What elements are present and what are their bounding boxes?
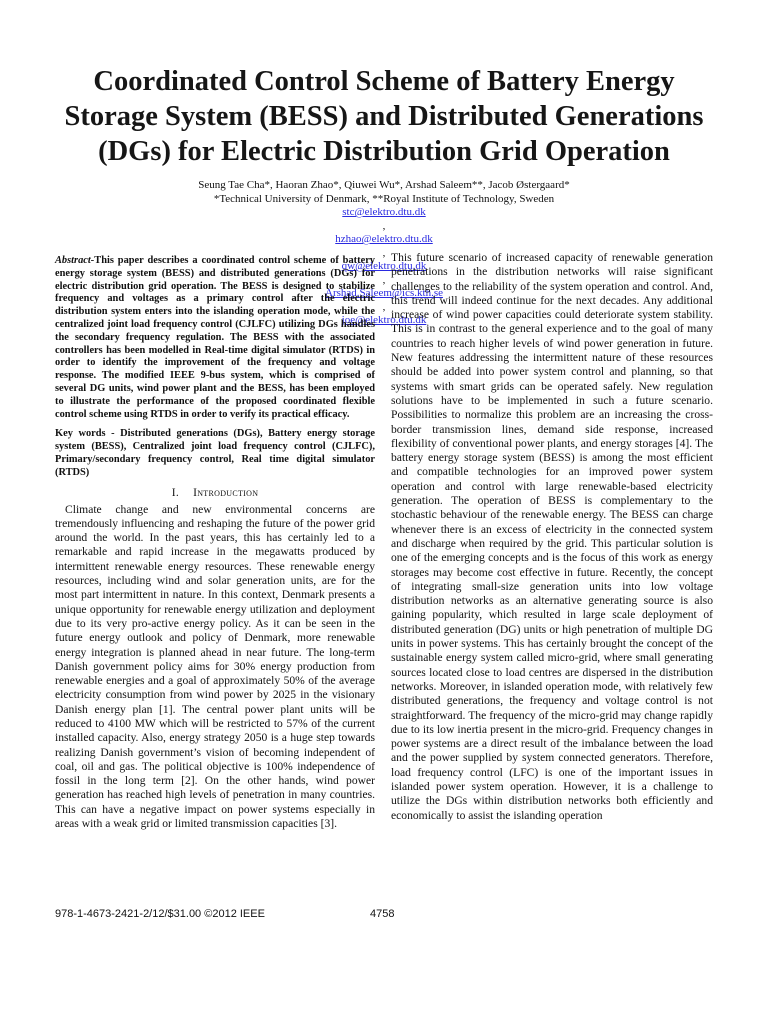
paper-title [40, 64, 728, 169]
title-line: Storage System (BESS) and Distributed Generations [64, 101, 704, 132]
email-separator: , [382, 219, 386, 232]
footer-isbn: 978-1-4673-2421-2/12/$31.00 ©2012 IEEE [55, 908, 265, 920]
section-title: Introduction [193, 485, 259, 499]
email-separator: , [382, 246, 386, 259]
intro-paragraph: Climate change and new environmental concerns are tremendously influencing and reshaping the future of the power grid around the world. In the past years, this has certainly led to a remarkable and rapid increase in the megawatts produced by intermittent renewable energy resources. These renewable energy resources, including wind and solar generation units, are for the most part intermittent in nature. In this context, Denmark presents a unique opportunity for renewable energy utilization and deployment due to its very pro-active energy policy. As it can be seen in the future energy outlook and policy of Denmark, more renewable energy integration is planned ahead in near future. The long-term Danish government policy aims for 30% energy production from renewable energies and a goal of approximately 50% of the average electricity consumption from wind power by 2025 in the visionary Danish energy plan [1]. The central power plant units will be reduced to 4100 MW which will be restricted to 57% of the current installed capacity. Also, energy strategy 2050 is a huge step towards realizing Danish government’s vision of becoming independent of coal, oil and gas. The political objective is 100% independence of fossil in the long term [2]. On the other hands, wind power generation has reached high levels of penetration in many countries. This can have a negative impact on power systems especially in areas with a weak grid or limited transmission capacities [3]. [55, 502, 375, 831]
footer-page-number: 4758 [370, 908, 395, 920]
title-line: (DGs) for Electric Distribution Grid Operation [98, 136, 670, 167]
email-link[interactable]: stc@elektro.dtu.dk [342, 206, 426, 218]
email-separator: , [382, 273, 386, 286]
abstract-text: This paper describes a coordinated control scheme of battery energy storage system (BESS) and distributed generations (DGs) for electric distribution grid operation. The BESS is designed to stabilize frequency and voltages as a primary control after the electric distribution system enters into the islanding operation mode, while the centralized joint load frequency control (CJLFC) utilizing DGs handles the secondary frequency regulation. The BESS with the associated controllers has been modelled in Real-time digital simulator (RTDS) in order to identify the improvement of the frequency and voltage response. The modified IEEE 9-bus system, which is comprised of several DG units, wind power plant and the BESS, has been employed to illustrate the performance of the proposed coordinated flexible control scheme using RTDS in order to verify its practical efficacy. [55, 255, 375, 420]
author-names: Seung Tae Cha*, Haoran Zhao*, Qiuwei Wu*, Arshad Saleem**, Jacob Østergaard* [198, 179, 570, 191]
abstract-label: Abstract- [55, 255, 95, 266]
keywords: Key words - Distributed generations (DGs), Battery energy storage system (BESS), Centralized joint load frequency control (CJLFC), Primary/secondary frequency control, Real time digital simulator (RTDS) [55, 428, 375, 478]
author-affiliations: *Technical University of Denmark, **Royal Institute of Technology, Sweden [213, 192, 555, 205]
abstract [55, 255, 375, 421]
email-link[interactable]: qw@elektro.dtu.dk [341, 260, 427, 272]
email-link[interactable]: Arshad.Saleem@ics.kth.se [325, 287, 443, 299]
right-column [391, 251, 713, 823]
title-line: Coordinated Control Scheme of Battery Energy [93, 66, 675, 97]
left-column [55, 255, 375, 831]
section-number: I. [171, 485, 180, 499]
email-link[interactable]: hzhao@elektro.dtu.dk [335, 233, 433, 245]
email-separator: , [382, 300, 386, 313]
section-heading-introduction [55, 486, 375, 500]
right-column-paragraph: This future scenario of increased capacity of renewable generation penetrations in the distribution networks will raise significant challenges to the reliability of the system operation and control. And, this trend will indeed continue for the next decades. Any additional increase of wind power capacities could deteriorate system stability. This is in contrast to the general experience and to the goal of many countries to reach higher levels of wind power generation in future. New features addressing the intermittent nature of these resources should be added into power system control and planning, so that systems with smart grids can be operated safely. New regulation solutions have to be implemented in such a future scenario. Possibilities to normalize this problem are an increasing the cross-border transmission lines, demand side response, increased flexibility of conventional power plants, and energy storages [4]. The battery energy storage system (BESS) is among the most efficient and compatible technologies for an improved power system operation and control with large renewable-based electricity generation. The operation of BESS is complementary to the stochastic behaviour of the renewable energy. The BESS can charge whenever there is an excess of electricity in the connected system and discharge when required by the grid. This particular solution is one of the emerging concepts and is the focus of this work as energy storages may become cost effective in future. Recently, the concept of integrating small-size generation units into low voltage distribution networks as an alternative generating source is also gaining popularity, which resulted in large scale deployment of distributed generation (DG) units or high penetration of multiple DG units in power systems. This has certainly brought the concept of the sustainable energy system called micro-grid, where small generating sources located close to load centres are dispersed in the distribution networks. Moreover, in islanded operation mode, with relatively few distributed generations, the frequency and voltage control is not straightforward. The frequency of the micro-grid may change rapidly due to its low inertia present in the micro-grid. Frequency changes in power systems are a direct result of the imbalance between the load and the power supplied by system connected generators. Therefore, load frequency control (LFC) is one of the important issues in islanded power system operation. However, it is a challenge to utilize the DGs within distribution networks both efficiently and economically to assist the islanding operation [391, 251, 713, 822]
email-link[interactable]: joe@elektro.dtu.dk [341, 314, 427, 326]
